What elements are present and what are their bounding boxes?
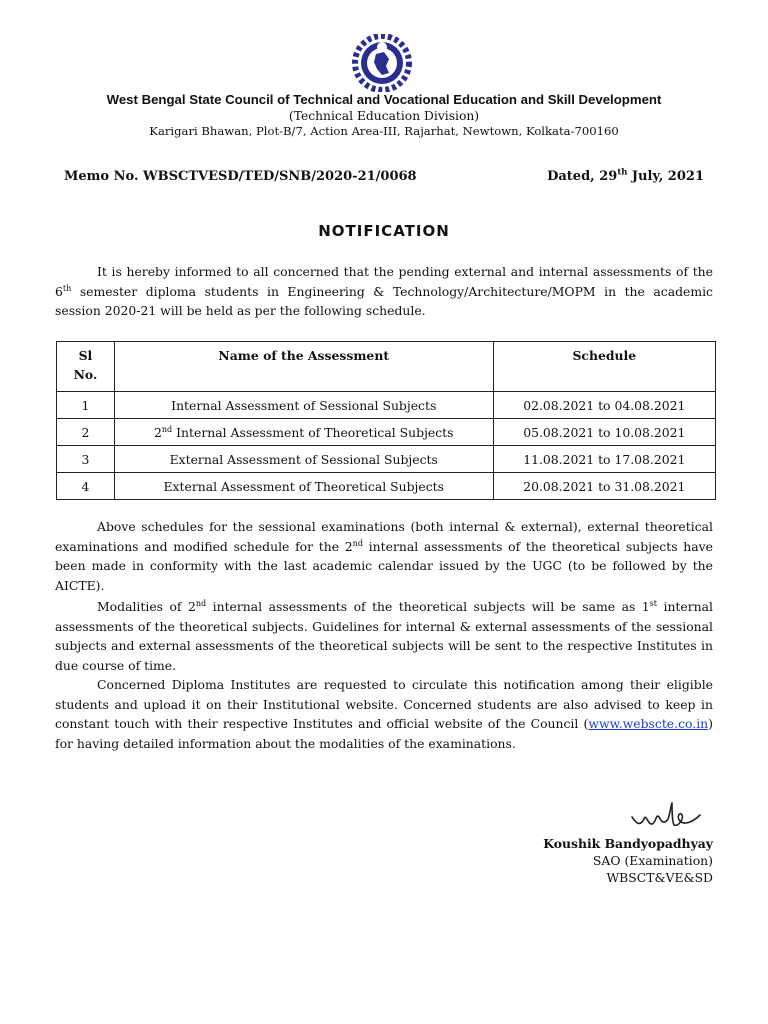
schedule-conformity-paragraph: Above schedules for the sessional examinations (both internal & external), external theoretical examinations and modified schedule for the 2nd internal assessments of the theoretical subjects have been made in conformity with the last academic calendar issued by the UGC (to be followed by the AICTE). [55, 519, 713, 593]
cell-schedule: 05.08.2021 to 10.08.2021 [493, 419, 715, 446]
cell-schedule: 02.08.2021 to 04.08.2021 [493, 392, 715, 419]
memo-date: Dated, 29th July, 2021 [547, 166, 704, 184]
cell-schedule: 20.08.2021 to 31.08.2021 [493, 473, 715, 500]
cell-assessment: Internal Assessment of Sessional Subjects [114, 392, 493, 419]
cell-sl: 2 [57, 419, 115, 446]
memo-number: Memo No. WBSCTVESD/TED/SNB/2020-21/0068 [64, 169, 417, 184]
header-assessment-name: Name of the Assessment [114, 342, 493, 392]
organization-name: West Bengal State Council of Technical and Vocational Education and Skill Development [106, 92, 662, 107]
cell-assessment: External Assessment of Sessional Subjects [114, 446, 493, 473]
cell-sl: 1 [57, 392, 115, 419]
signatory-block [543, 835, 713, 886]
header-sl-no: Sl No. [57, 342, 115, 392]
table-header-row [57, 342, 716, 392]
institutes-paragraph: Concerned Diploma Institutes are requested to circulate this notification among their eligible students and upload it on their Institutional website. Concerned students are also advised to keep in constant touch with their respective Institutes and official website of the Council (www.webscte.co.in) for having detailed information about the modalities of the examinations. [55, 677, 713, 751]
signatory-designation: SAO (Examination) [592, 853, 713, 868]
division-name: (Technical Education Division) [288, 109, 480, 123]
header-schedule: Schedule [493, 342, 715, 392]
office-address: Karigari Bhawan, Plot-B/7, Action Area-III, Rajarhat, Newtown, Kolkata-700160 [149, 124, 619, 138]
table-row [57, 419, 716, 446]
cell-schedule: 11.08.2021 to 17.08.2021 [493, 446, 715, 473]
cell-assessment: 2nd Internal Assessment of Theoretical Subjects [114, 419, 493, 446]
cell-assessment: External Assessment of Theoretical Subjects [114, 473, 493, 500]
council-website-link[interactable]: www.webscte.co.in [588, 716, 709, 732]
signatory-name: Koushik Bandyopadhyay [543, 836, 713, 851]
table-row [57, 446, 716, 473]
modalities-paragraph: Modalities of 2nd internal assessments of the theoretical subjects will be same as 1st internal assessments of the theoretical subjects. Guidelines for internal & external assessments of the sessional subjects and external assessments of the theoretical subjects will be sent to the respective Institutes in due course of time. [55, 598, 713, 673]
signatory-office: WBSCT&VE&SD [606, 870, 713, 885]
schedule-table [56, 341, 716, 500]
table-row [57, 392, 716, 419]
cell-sl: 3 [57, 446, 115, 473]
table-row [57, 473, 716, 500]
handwritten-signature [626, 797, 708, 835]
notification-title: NOTIFICATION [318, 222, 450, 240]
intro-paragraph: It is hereby informed to all concerned that the pending external and internal assessments of the 6th semester diploma students in Engineering & Technology/Architecture/MOPM in the academic session 2020-21 will be held as per the following schedule. [55, 264, 713, 319]
cell-sl: 4 [57, 473, 115, 500]
council-logo [350, 34, 414, 92]
